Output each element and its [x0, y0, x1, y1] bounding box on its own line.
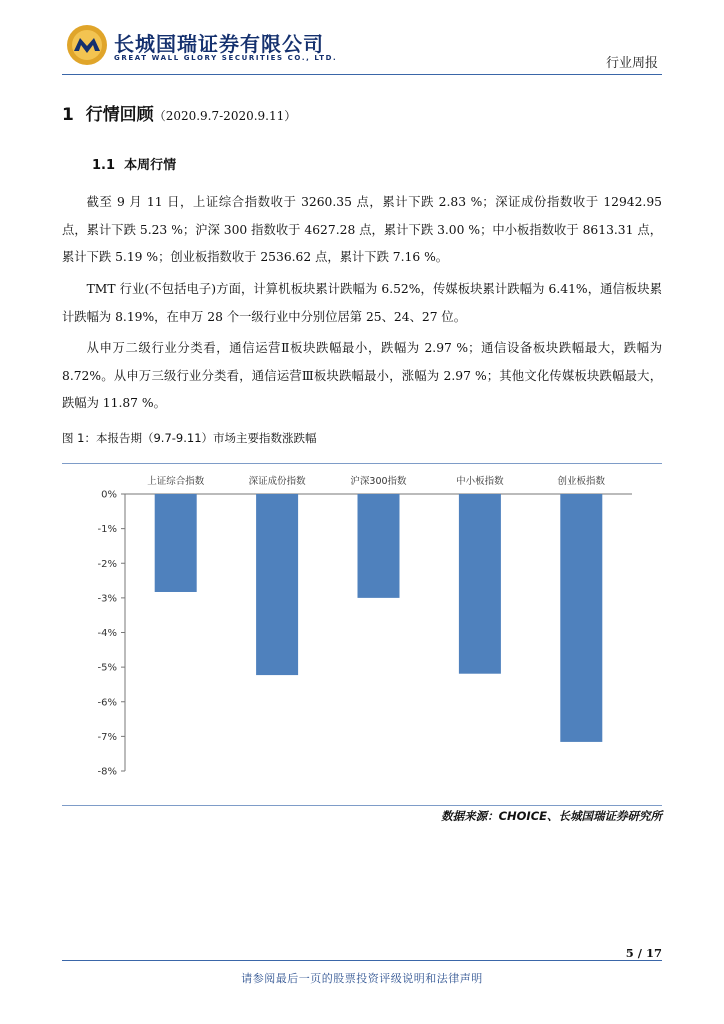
y-tick-label: -3% — [97, 593, 117, 605]
paragraph-index-summary: 截至 9 月 11 日，上证综合指数收于 3260.35 点，累计下跌 2.83 %；深证成份指数收于 12942.95 点，累计下跌 5.23 %；沪深 300 指数收于 4627.28 点，累计下跌 3.00 %；中小板指数收于 8613.31 点，累计下跌 5.19 %；创业板指数收于 2536.62 点，累计下跌 7.16 %。 — [62, 195, 662, 264]
paragraph-sw-industry-summary: 从申万二级行业分类看，通信运营Ⅱ板块跌幅最小，跌幅为 2.97 %；通信设备板块跌幅最大，跌幅为 8.72%。从申万三级行业分类看，通信运营Ⅲ板块跌幅最小，涨幅为 2.97 %；其他文化传媒板块跌幅最大，跌幅为 11.87 %。 — [62, 341, 662, 410]
y-tick-label: -8% — [97, 766, 117, 778]
index-change-bar-chart — [62, 466, 662, 802]
category-label: 中小板指数 — [456, 476, 504, 487]
figure-top-rule — [62, 463, 662, 464]
figure-bottom-rule — [62, 805, 662, 806]
subsection-name: 本周行情 — [124, 158, 177, 173]
bar — [358, 494, 400, 598]
section-number: 1 — [62, 105, 74, 125]
header-divider — [62, 74, 662, 75]
paragraph-tmt-summary: TMT 行业(不包括电子)方面，计算机板块累计跌幅为 6.52%，传媒板块累计跌幅为 6.41%，通信板块累计跌幅为 8.19%，在申万 28 个一级行业中分别位居第 25、24、27 位。 — [62, 282, 662, 324]
y-tick-label: -6% — [97, 697, 117, 709]
section-name: 行情回顾 — [85, 105, 154, 125]
category-label: 深证成份指数 — [248, 476, 306, 487]
section-title — [62, 100, 296, 125]
subsection-title — [92, 154, 176, 173]
y-tick-label: -5% — [97, 662, 117, 674]
brand-name-cn: 长城国瑞证券有限公司 — [114, 32, 324, 56]
footer-disclaimer: 请参阅最后一页的股票投资评级说明和法律声明 — [241, 972, 483, 985]
category-label: 上证综合指数 — [147, 476, 205, 487]
company-logo-icon — [66, 24, 108, 66]
y-tick-label: -4% — [97, 628, 117, 639]
bar — [459, 494, 501, 674]
bar — [155, 494, 197, 592]
y-tick-label: 0% — [101, 489, 117, 501]
figure-source: 数据来源：CHOICE、长城国瑞证券研究所 — [441, 809, 662, 823]
section-date-range: （2020.9.7-2020.9.11） — [153, 109, 297, 123]
y-tick-label: -7% — [97, 731, 117, 743]
page-header — [0, 0, 724, 78]
y-tick-label: -2% — [97, 558, 117, 570]
figure-title: 图 1：本报告期（9.7-9.11）市场主要指数涨跌幅 — [62, 431, 317, 445]
category-label: 沪深300指数 — [350, 476, 407, 487]
category-label: 创业板指数 — [557, 476, 606, 487]
subsection-number: 1.1 — [92, 158, 116, 173]
brand-name-en: GREAT WALL GLORY SECURITIES CO., LTD. — [114, 54, 338, 62]
y-tick-label: -1% — [97, 524, 117, 536]
bar — [256, 494, 298, 675]
bar — [560, 494, 602, 742]
footer-divider — [62, 960, 662, 961]
page-number: 5 / 17 — [625, 946, 662, 960]
document-type: 行业周报 — [605, 56, 658, 71]
